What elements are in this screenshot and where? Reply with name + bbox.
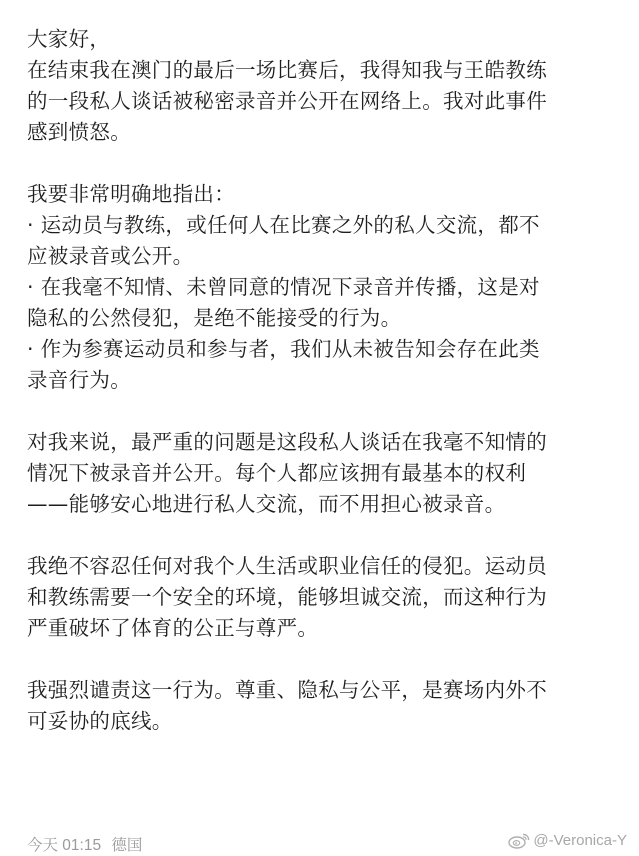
paragraph-line: 严重破坏了体育的公正与尊严。: [27, 616, 319, 640]
post-body: [27, 24, 627, 768]
greeting-line: 大家好，: [27, 27, 111, 51]
weibo-logo-icon: [508, 832, 530, 849]
paragraph-5: [27, 675, 627, 737]
list-item: 录音行为。: [27, 368, 131, 392]
list-item: · 运动员与教练，或任何人在比赛之外的私人交流，都不: [27, 213, 540, 237]
paragraph-4: [27, 551, 627, 644]
list-item: · 作为参赛运动员和参与者，我们从未被告知会存在此类: [27, 337, 540, 361]
intro-line: 感到愤怒。: [27, 120, 131, 144]
post-location: 德国: [111, 837, 143, 854]
list-item: · 在我毫不知情、未曾同意的情况下录音并传播，这是对: [27, 275, 540, 299]
list-item: 隐私的公然侵犯，是绝不能接受的行为。: [27, 306, 402, 330]
post-meta: [27, 833, 148, 855]
paragraph-line: 情况下被录音并公开。每个人都应该拥有最基本的权利: [27, 461, 527, 485]
post-time: 今天 01:15: [27, 837, 102, 854]
paragraph-line: 我绝不容忍任何对我个人生活或职业信任的侵犯。运动员: [27, 554, 547, 578]
list-item: 应被录音或公开。: [27, 244, 194, 268]
paragraph-line: 可妥协的底线。: [27, 709, 173, 733]
watermark: [508, 832, 627, 849]
intro-paragraph: [27, 24, 627, 148]
intro-line: 在结束我在澳门的最后一场比赛后，我得知我与王皓教练: [27, 58, 547, 82]
watermark-text: @-Veronica-Y: [533, 832, 627, 849]
paragraph-3: [27, 427, 627, 520]
intro-line: 的一段私人谈话被秘密录音并公开在网络上。我对此事件: [27, 89, 547, 113]
paragraph-line: 和教练需要一个安全的环境，能够坦诚交流，而这种行为: [27, 585, 547, 609]
paragraph-line: ——能够安心地进行私人交流，而不用担心被录音。: [27, 492, 506, 516]
paragraph-line: 对我来说，最严重的问题是这段私人谈话在我毫不知情的: [27, 430, 547, 454]
points-list: [27, 179, 627, 396]
post-footer: [27, 830, 627, 854]
list-heading: 我要非常明确地指出：: [27, 182, 235, 206]
paragraph-line: 我强烈谴责这一行为。尊重、隐私与公平，是赛场内外不: [27, 678, 547, 702]
